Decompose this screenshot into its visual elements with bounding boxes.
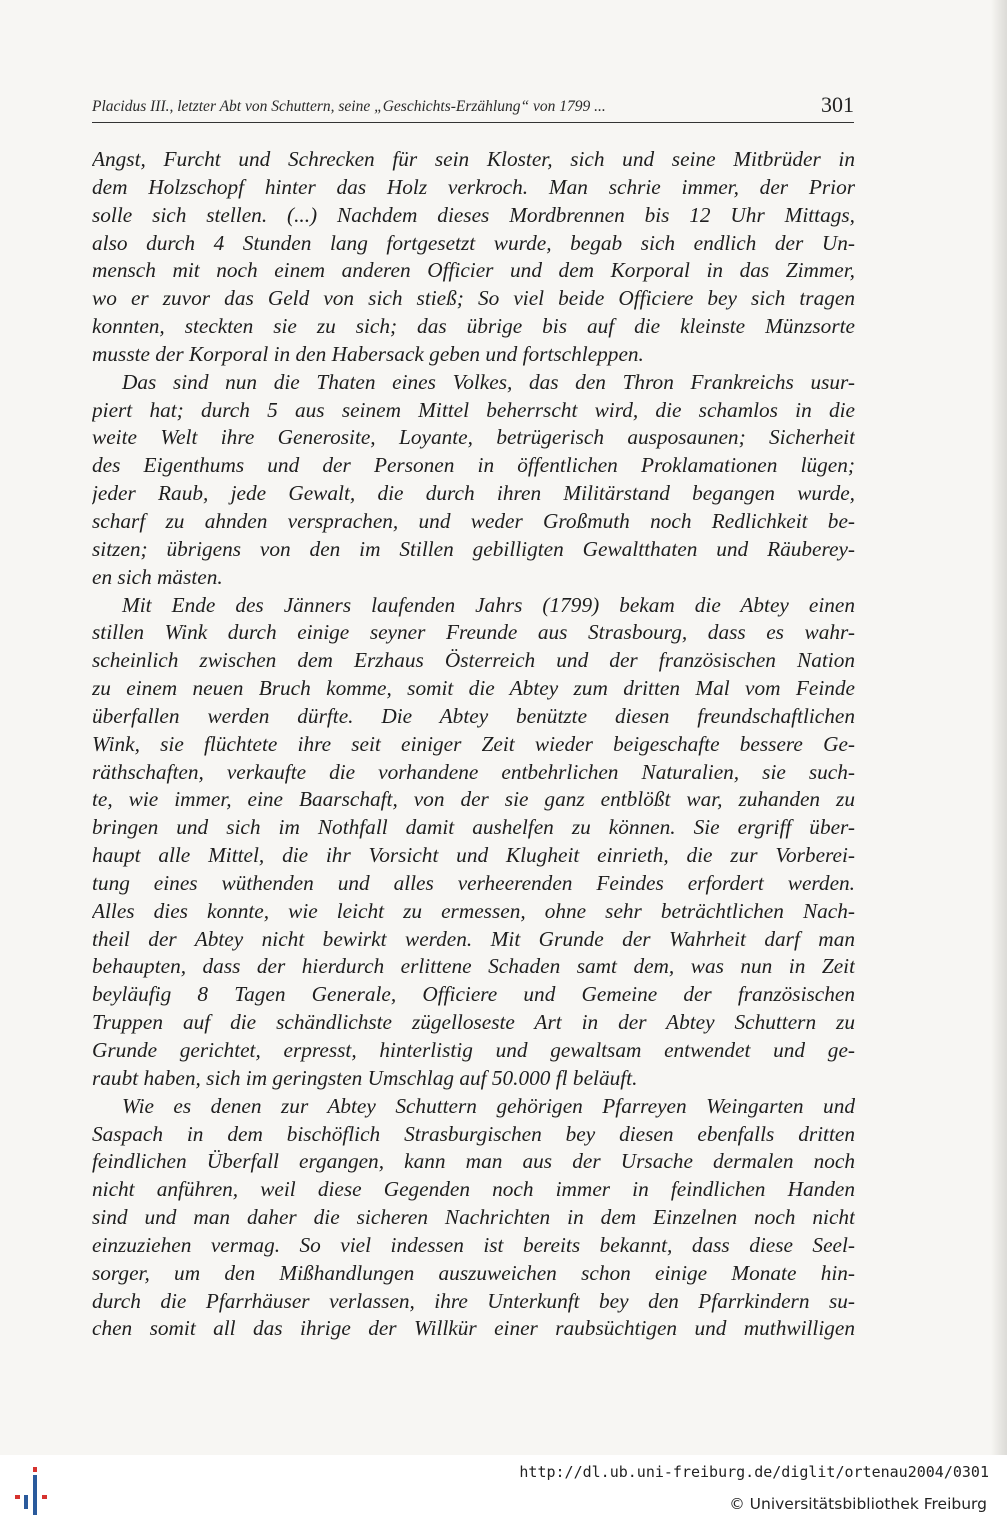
page-edge-shadow (991, 0, 1007, 1455)
text-line: nicht anführen, weil diese Gegenden noch immer in feindlichen Handen (92, 1177, 855, 1202)
text-line: weite Welt ihre Generosite, Loyante, betrügerisch ausposaunen; Sicherheit (92, 425, 855, 450)
text-line: haupt alle Mittel, die ihr Vorsicht und Klugheit einrieth, die zur Vorberei- (92, 843, 855, 868)
text-line: sorger, um den Mißhandlungen auszuweichen schon einige Monate hin- (92, 1260, 855, 1285)
text-line: überfallen werden dürfte. Die Abtey benützte diesen freundschaftlichen (92, 703, 855, 728)
text-line: jeder Raub, jede Gewalt, die durch ihren Militärstand begangen wurde, (92, 481, 855, 506)
library-logo-icon[interactable] (12, 1465, 64, 1517)
text-line: chen somit all das ihrige der Willkür einer raubsüchtigen und muthwilligen (92, 1316, 855, 1341)
text-line: dem Holzschopf hinter das Holz verkroch. Man schrie immer, der Prior (92, 174, 855, 199)
text-line: Das sind nun die Thaten eines Volkes, das den Thron Frankreichs usur- (122, 369, 855, 394)
text-line: sind und man daher die sicheren Nachrichten in dem Einzelnen noch nicht (92, 1205, 855, 1230)
text-line: feindlichen Überfall ergangen, kann man aus der Ursache dermalen noch (92, 1149, 855, 1174)
text-line: Mit Ende des Jänners laufenden Jahrs (1799) bekam die Abtey einen (122, 592, 855, 617)
text-line: Truppen auf die schändlichste zügelloseste Art in der Abtey Schuttern zu (92, 1010, 855, 1035)
text-line: konnten, steckten sie zu sich; das übrige bis auf die kleinste Münzsorte (92, 314, 855, 339)
text-line: behaupten, dass der hierdurch erlittene Schaden samt dem, was nun in Zeit (92, 954, 855, 979)
text-line: te, wie immer, eine Baarschaft, von der sie ganz entblößt war, zuhanden zu (92, 787, 855, 812)
text-line: piert hat; durch 5 aus seinem Mittel beherrscht wird, die schamlos in die (92, 397, 855, 422)
text-line: stillen Wink durch einige seyner Freunde aus Strasbourg, dass es wahr- (92, 620, 855, 645)
running-header (92, 92, 854, 123)
text-line: einzuziehen vermag. So viel indessen ist bereits bekannt, dass diese Seel- (92, 1232, 855, 1257)
text-line: solle sich stellen. (...) Nachdem dieses Mordbrennen bis 12 Uhr Mittags, (92, 202, 855, 227)
running-title: Placidus III., letzter Abt von Schuttern, seine „Geschichts-Erzählung“ von 1799 ... (92, 98, 606, 115)
text-line: en sich mästen. (92, 564, 223, 589)
text-line: wo er zuvor das Geld von sich stieß; So viel beide Officiere bey sich tragen (92, 286, 855, 311)
text-line: bringen und sich im Nothfall damit aushelfen zu können. Sie ergriff über- (92, 815, 855, 840)
text-line: musste der Korporal in den Habersack geben und fortschleppen. (92, 341, 644, 366)
body-text (92, 146, 855, 1343)
text-line: Grunde gerichtet, erpresst, hinterlistig und gewaltsam entwendet und ge- (92, 1038, 855, 1062)
text-line: tung eines wüthenden und alles verheerenden Feindes erfordert werden. (92, 870, 855, 895)
text-line: beyläufig 8 Tagen Generale, Officiere und Gemeine der französischen (92, 982, 855, 1007)
text-line: scheinlich zwischen dem Erzhaus Österreich und der französischen Nation (92, 648, 855, 673)
text-line: Saspach in dem bischöflich Strasburgischen bey diesen ebenfalls dritten (92, 1121, 855, 1146)
text-line: scharf zu ahnden versprachen, und weder Großmuth noch Redlichkeit be- (92, 508, 855, 533)
text-line: raubt haben, sich im geringsten Umschlag auf 50.000 fl beläuft. (92, 1065, 638, 1090)
text-line: theil der Abtey nicht bewirkt werden. Mit Grunde der Wahrheit darf man (92, 926, 855, 951)
text-line: Wink, sie flüchtete ihre seit einiger Zeit wieder beigeschafte bessere Ge- (92, 731, 855, 756)
text-line: Alles dies konnte, wie leicht zu ermessen, ohne sehr beträchtlichen Nach- (92, 898, 855, 923)
page-number: 301 (821, 92, 854, 117)
text-line: räthschaften, verkaufte die vorhandene entbehrlichen Naturalien, sie such- (92, 759, 855, 784)
text-line: Wie es denen zur Abtey Schuttern gehörigen Pfarreyen Weingarten und (122, 1093, 855, 1118)
text-line: zu einem neuen Bruch komme, somit die Abtey zum dritten Mal vom Feinde (92, 676, 855, 701)
text-line: durch die Pfarrhäuser verlassen, ihre Unterkunft bey den Pfarrkindern su- (92, 1288, 855, 1313)
text-line: Angst, Furcht und Schrecken für sein Kloster, sich und seine Mitbrüder in (92, 147, 855, 171)
copyright-notice: © Universitätsbibliothek Freiburg (729, 1495, 987, 1513)
text-line: sitzen; übrigens von den im Stillen gebilligten Gewaltthaten und Räuberey- (92, 536, 855, 561)
permalink-url[interactable]: http://dl.ub.uni-freiburg.de/diglit/ortenau2004/0301 (519, 1463, 989, 1481)
text-line: also durch 4 Stunden lang fortgesetzt wurde, begab sich endlich der Un- (92, 230, 855, 255)
text-line: mensch mit noch einem anderen Officier und dem Korporal in das Zimmer, (92, 258, 855, 283)
viewer-footer (0, 1455, 1007, 1525)
text-line: des Eigenthums und der Personen in öffentlichen Proklamationen lügen; (92, 453, 855, 478)
